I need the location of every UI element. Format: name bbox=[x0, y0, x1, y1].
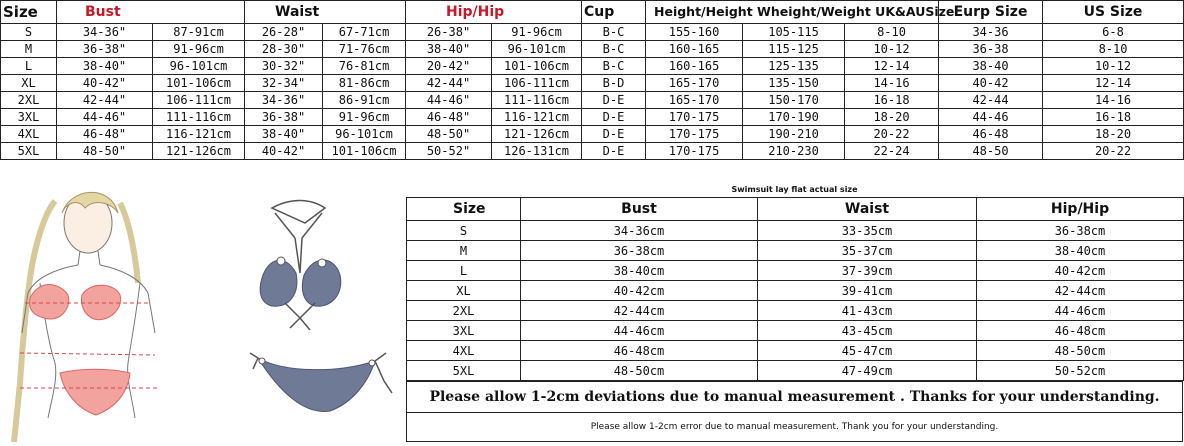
table-cell: 20-42" bbox=[406, 58, 492, 75]
table-cell: D-E bbox=[582, 126, 646, 143]
table-cell: 30-32" bbox=[245, 58, 323, 75]
table-cell: B-C bbox=[582, 58, 646, 75]
table-cell: 36-38cm bbox=[977, 221, 1184, 241]
table-cell: 46-48cm bbox=[977, 321, 1184, 341]
header-height-weight-uk bbox=[646, 1, 955, 24]
table-cell: 126-131cm bbox=[492, 143, 582, 160]
flat-header-size: Size bbox=[407, 198, 521, 221]
table-row bbox=[407, 341, 1184, 361]
table-cell: 38-40" bbox=[406, 41, 492, 58]
table-cell: 34-36cm bbox=[521, 221, 758, 241]
table-cell: 40-42" bbox=[245, 143, 323, 160]
measurement-note: Please allow 1-2cm deviations due to manual measurement . Thanks for your understanding. bbox=[406, 381, 1183, 413]
bikini-bottom-product bbox=[250, 353, 392, 411]
size-chart-table bbox=[0, 0, 1184, 160]
table-cell: 36-38cm bbox=[521, 241, 758, 261]
table-cell: 46-48" bbox=[57, 126, 153, 143]
bikini-top-product bbox=[260, 201, 341, 331]
table-cell: 101-106cm bbox=[323, 143, 406, 160]
table-cell: 50-52" bbox=[406, 143, 492, 160]
header-size: Size bbox=[1, 1, 57, 24]
table-cell: 67-71cm bbox=[323, 24, 406, 41]
flat-header-waist: Waist bbox=[758, 198, 977, 221]
table-row bbox=[1, 24, 1184, 41]
table-cell: 135-150 bbox=[743, 75, 845, 92]
flat-size-caption: Swimsuit lay flat actual size bbox=[731, 185, 858, 194]
table-cell: 33-35cm bbox=[758, 221, 977, 241]
table-cell: B-C bbox=[582, 24, 646, 41]
flat-header-bust: Bust bbox=[521, 198, 758, 221]
table-cell: 41-43cm bbox=[758, 301, 977, 321]
table-cell: S bbox=[1, 24, 57, 41]
table-cell: 10-12 bbox=[1043, 58, 1184, 75]
table-cell: 44-46 bbox=[939, 109, 1043, 126]
table-cell: 160-165 bbox=[646, 41, 743, 58]
table-cell: 18-20 bbox=[845, 109, 939, 126]
table-cell: 16-18 bbox=[845, 92, 939, 109]
header-height: Height/Height bbox=[654, 4, 753, 19]
table-row bbox=[1, 58, 1184, 75]
table-cell: 170-175 bbox=[646, 109, 743, 126]
table-cell: 45-47cm bbox=[758, 341, 977, 361]
table-cell: 44-46" bbox=[57, 109, 153, 126]
table-cell: 165-170 bbox=[646, 75, 743, 92]
table-cell: 42-44" bbox=[406, 75, 492, 92]
table-cell: 86-91cm bbox=[323, 92, 406, 109]
table-cell: 106-111cm bbox=[492, 75, 582, 92]
table-cell: 16-18 bbox=[1043, 109, 1184, 126]
table-cell: 48-50 bbox=[939, 143, 1043, 160]
table-cell: 28-30" bbox=[245, 41, 323, 58]
table-cell: D-E bbox=[582, 92, 646, 109]
table-cell: 47-49cm bbox=[758, 361, 977, 381]
table-cell: 18-20 bbox=[1043, 126, 1184, 143]
table-cell: D-E bbox=[582, 109, 646, 126]
table-cell: 36-38 bbox=[939, 41, 1043, 58]
table-cell: 96-101cm bbox=[323, 126, 406, 143]
table-cell: 111-116cm bbox=[492, 92, 582, 109]
table-cell: 14-16 bbox=[845, 75, 939, 92]
table-cell: 5XL bbox=[1, 143, 57, 160]
table-cell: 160-165 bbox=[646, 58, 743, 75]
table-row bbox=[1, 109, 1184, 126]
table-cell: L bbox=[407, 261, 521, 281]
table-cell: S bbox=[407, 221, 521, 241]
table-cell: 36-38" bbox=[245, 109, 323, 126]
table-cell: 42-44cm bbox=[977, 281, 1184, 301]
table-cell: 91-96cm bbox=[492, 24, 582, 41]
table-row bbox=[1, 126, 1184, 143]
table-row bbox=[1, 75, 1184, 92]
table-cell: 101-106cm bbox=[153, 75, 245, 92]
table-cell: 36-38" bbox=[57, 41, 153, 58]
table-row bbox=[407, 281, 1184, 301]
size-chart-body bbox=[1, 24, 1184, 160]
table-cell: 87-91cm bbox=[153, 24, 245, 41]
table-cell: 4XL bbox=[1, 126, 57, 143]
table-cell: 4XL bbox=[407, 341, 521, 361]
table-cell: 76-81cm bbox=[323, 58, 406, 75]
table-cell: L bbox=[1, 58, 57, 75]
table-cell: 38-40cm bbox=[521, 261, 758, 281]
table-cell: 38-40" bbox=[57, 58, 153, 75]
table-cell: 40-42 bbox=[939, 75, 1043, 92]
table-cell: 46-48" bbox=[406, 109, 492, 126]
table-cell: 101-106cm bbox=[492, 58, 582, 75]
table-cell: 8-10 bbox=[845, 24, 939, 41]
table-cell: 2XL bbox=[1, 92, 57, 109]
table-row bbox=[1, 92, 1184, 109]
table-cell: 35-37cm bbox=[758, 241, 977, 261]
header-eurp-size: Eurp Size bbox=[939, 1, 1043, 24]
table-cell: 38-40 bbox=[939, 58, 1043, 75]
table-cell: 42-44cm bbox=[521, 301, 758, 321]
header-waist: Waist bbox=[245, 1, 406, 24]
table-cell: 22-24 bbox=[845, 143, 939, 160]
header-cup: Cup bbox=[582, 1, 646, 24]
table-cell: 210-230 bbox=[743, 143, 845, 160]
table-cell: 150-170 bbox=[743, 92, 845, 109]
table-cell: 43-45cm bbox=[758, 321, 977, 341]
table-cell: 39-41cm bbox=[758, 281, 977, 301]
table-cell: 34-36" bbox=[57, 24, 153, 41]
table-cell: 121-126cm bbox=[153, 143, 245, 160]
header-bust: Bust bbox=[57, 1, 245, 24]
table-cell: 115-125 bbox=[743, 41, 845, 58]
header-uk-au-size: UK&AUSize bbox=[875, 4, 955, 19]
table-cell: 46-48cm bbox=[521, 341, 758, 361]
table-cell: 40-42cm bbox=[977, 261, 1184, 281]
table-cell: B-D bbox=[582, 75, 646, 92]
table-cell: M bbox=[1, 41, 57, 58]
body-sketch-illustration bbox=[14, 192, 158, 442]
table-cell: 96-101cm bbox=[492, 41, 582, 58]
table-cell: 50-52cm bbox=[977, 361, 1184, 381]
table-cell: 48-50cm bbox=[521, 361, 758, 381]
table-cell: 20-22 bbox=[845, 126, 939, 143]
table-cell: 6-8 bbox=[1043, 24, 1184, 41]
table-cell: 40-42cm bbox=[521, 281, 758, 301]
table-row bbox=[407, 261, 1184, 281]
table-cell: 106-111cm bbox=[153, 92, 245, 109]
table-row bbox=[407, 221, 1184, 241]
measurement-note-secondary: Please allow 1-2cm error due to manual measurement. Thank you for your understanding. bbox=[406, 412, 1183, 442]
table-cell: 26-28" bbox=[245, 24, 323, 41]
table-row bbox=[407, 361, 1184, 381]
table-cell: 111-116cm bbox=[153, 109, 245, 126]
header-weight: Wheight/Weight bbox=[757, 4, 871, 19]
table-cell: 20-22 bbox=[1043, 143, 1184, 160]
table-cell: 3XL bbox=[407, 321, 521, 341]
table-cell: 170-190 bbox=[743, 109, 845, 126]
table-cell: 42-44 bbox=[939, 92, 1043, 109]
table-cell: 105-115 bbox=[743, 24, 845, 41]
table-cell: 190-210 bbox=[743, 126, 845, 143]
table-cell: 26-38" bbox=[406, 24, 492, 41]
table-cell: 170-175 bbox=[646, 143, 743, 160]
table-cell: 91-96cm bbox=[323, 109, 406, 126]
table-cell: 42-44" bbox=[57, 92, 153, 109]
table-cell: 46-48 bbox=[939, 126, 1043, 143]
table-cell: 71-76cm bbox=[323, 41, 406, 58]
table-cell: 121-126cm bbox=[492, 126, 582, 143]
illustration-panel bbox=[0, 183, 406, 442]
table-cell: 155-160 bbox=[646, 24, 743, 41]
table-row bbox=[407, 321, 1184, 341]
table-cell: 170-175 bbox=[646, 126, 743, 143]
header-us-size: US Size bbox=[1043, 1, 1184, 24]
table-cell: 37-39cm bbox=[758, 261, 977, 281]
table-cell: 48-50" bbox=[406, 126, 492, 143]
flat-size-table bbox=[406, 197, 1184, 381]
table-cell: 12-14 bbox=[845, 58, 939, 75]
table-cell: 10-12 bbox=[845, 41, 939, 58]
table-row bbox=[407, 301, 1184, 321]
table-row bbox=[1, 143, 1184, 160]
table-cell: 34-36" bbox=[245, 92, 323, 109]
table-cell: 125-135 bbox=[743, 58, 845, 75]
table-cell: 3XL bbox=[1, 109, 57, 126]
table-cell: 12-14 bbox=[1043, 75, 1184, 92]
table-cell: M bbox=[407, 241, 521, 261]
table-cell: XL bbox=[1, 75, 57, 92]
table-cell: D-E bbox=[582, 143, 646, 160]
flat-header-hip: Hip/Hip bbox=[977, 198, 1184, 221]
table-cell: 40-42" bbox=[57, 75, 153, 92]
table-cell: 165-170 bbox=[646, 92, 743, 109]
table-cell: 44-46" bbox=[406, 92, 492, 109]
table-cell: 8-10 bbox=[1043, 41, 1184, 58]
table-cell: XL bbox=[407, 281, 521, 301]
table-cell: 38-40" bbox=[245, 126, 323, 143]
flat-table-body bbox=[407, 221, 1184, 381]
table-cell: 116-121cm bbox=[153, 126, 245, 143]
table-cell: 48-50" bbox=[57, 143, 153, 160]
table-cell: 96-101cm bbox=[153, 58, 245, 75]
table-cell: 14-16 bbox=[1043, 92, 1184, 109]
header-hip: Hip/Hip bbox=[406, 1, 582, 24]
flat-table-header-row bbox=[407, 198, 1184, 221]
size-chart-header-row bbox=[1, 1, 1184, 24]
table-cell: B-C bbox=[582, 41, 646, 58]
table-cell: 91-96cm bbox=[153, 41, 245, 58]
table-cell: 38-40cm bbox=[977, 241, 1184, 261]
table-cell: 81-86cm bbox=[323, 75, 406, 92]
table-row bbox=[1, 41, 1184, 58]
table-cell: 48-50cm bbox=[977, 341, 1184, 361]
table-cell: 44-46cm bbox=[521, 321, 758, 341]
table-cell: 34-36 bbox=[939, 24, 1043, 41]
table-cell: 32-34" bbox=[245, 75, 323, 92]
table-cell: 116-121cm bbox=[492, 109, 582, 126]
table-cell: 2XL bbox=[407, 301, 521, 321]
table-cell: 44-46cm bbox=[977, 301, 1184, 321]
table-cell: 5XL bbox=[407, 361, 521, 381]
table-row bbox=[407, 241, 1184, 261]
